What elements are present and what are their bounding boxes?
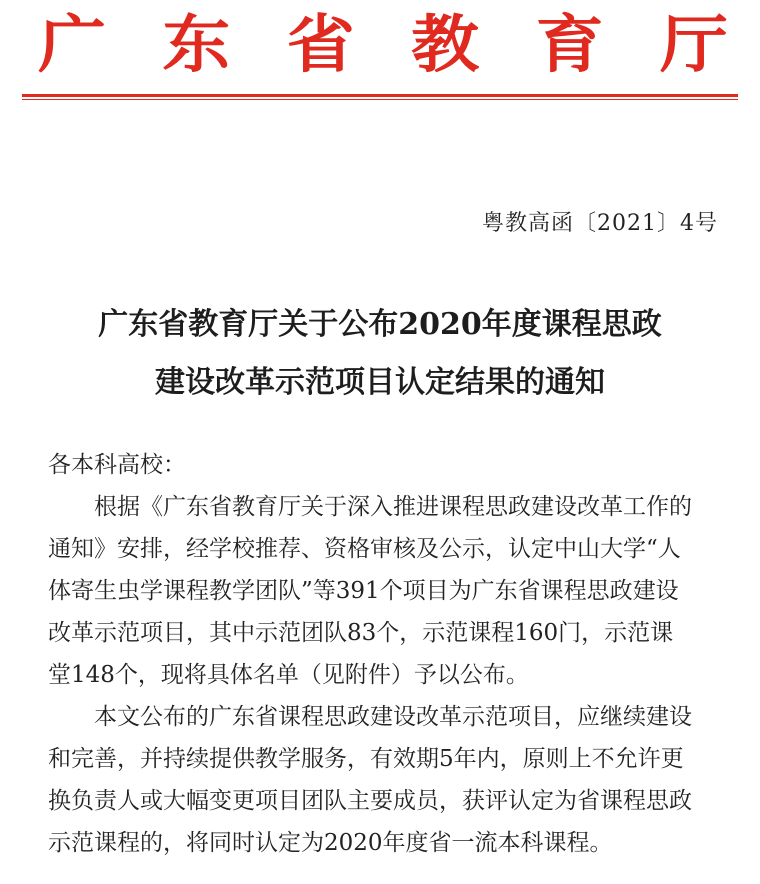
paragraph-line: 示范课程的，将同时认定为2020年度省一流本科课程。	[48, 830, 613, 856]
paragraph-line: 换负责人或大幅变更项目团队主要成员，获评认定为省课程思政	[48, 788, 692, 814]
letterhead-char: 育	[535, 7, 604, 82]
paragraph-line: 体寄生虫学课程教学团队”等391个项目为广东省课程思政建设	[48, 578, 679, 604]
document-title	[0, 296, 760, 412]
document-title-line-2: 建设改革示范项目认定结果的通知	[155, 365, 605, 400]
letterhead-rule-thin	[22, 99, 738, 100]
letterhead-char: 东	[162, 7, 231, 82]
letterhead	[0, 0, 760, 108]
letterhead-char: 省	[286, 7, 355, 82]
paragraph-line: 改革示范项目，其中示范团队83个，示范课程160门，示范课	[48, 620, 674, 646]
salutation: 各本科高校：	[48, 452, 186, 478]
letterhead-char: 广	[38, 7, 107, 82]
letterhead-char: 教	[411, 7, 480, 82]
paragraph-line: 通知》安排，经学校推荐、资格审核及公示，认定中山大学“人	[48, 536, 681, 562]
document-body	[48, 444, 728, 864]
letterhead-char: 厅	[659, 7, 728, 82]
letterhead-rule-thick	[22, 94, 738, 97]
document-number: 粤教高函〔2021〕4号	[482, 211, 718, 236]
letterhead-title	[38, 6, 728, 83]
document-title-line-1: 广东省教育厅关于公布2020年度课程思政	[98, 307, 662, 342]
paragraph-line: 本文公布的广东省课程思政建设改革示范项目，应继续建设	[94, 704, 692, 730]
paragraph-line: 堂148个，现将具体名单（见附件）予以公布。	[48, 662, 529, 688]
paragraph-line: 根据《广东省教育厅关于深入推进课程思政建设改革工作的	[94, 494, 692, 520]
paragraph-line: 和完善，并持续提供教学服务，有效期5年内，原则上不允许更	[48, 746, 684, 772]
